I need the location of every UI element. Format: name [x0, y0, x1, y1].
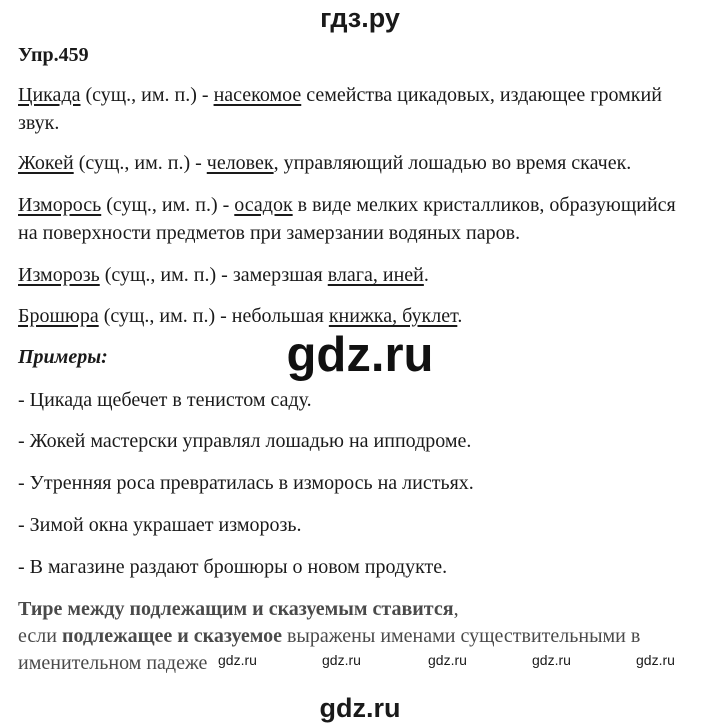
definition-cicada: [18, 82, 662, 108]
hypernym: насекомое: [213, 84, 302, 106]
grammar-note: (сущ., им. п.) -: [98, 305, 232, 327]
rule-line-3: именительном падеже: [18, 652, 208, 674]
site-footer-logo[interactable]: gdz.ru: [319, 693, 401, 723]
hypernym: книжка, буклет: [328, 305, 458, 327]
hypernym: осадок: [234, 194, 293, 216]
example-item: - Зимой окна украшает изморозь.: [18, 514, 302, 536]
rule-bold-term: подлежащее и сказуемое: [61, 625, 282, 647]
rule-comma: ,: [453, 598, 459, 620]
defined-word: Изморось: [18, 194, 102, 216]
example-item: - Жокей мастерски управлял лошадью на ипподроме.: [18, 430, 472, 452]
defined-word: Брошюра: [18, 305, 99, 327]
definition-frost: [18, 262, 429, 288]
definition-drizzle: [18, 192, 676, 218]
hypernym: влага, иней: [327, 264, 424, 286]
mini-watermark: gdz.ru: [532, 652, 571, 668]
definition-jockey: [18, 150, 631, 176]
hypernym: человек: [206, 152, 274, 174]
exercise-title: Упр.459: [18, 44, 89, 66]
rule-line-2: [18, 623, 640, 649]
mini-watermark: gdz.ru: [636, 652, 675, 668]
definition-prefix: замерзшая: [232, 264, 328, 286]
examples-title: Примеры:: [18, 346, 108, 368]
definition-prefix: небольшая: [231, 305, 329, 327]
rule-prefix: если: [18, 625, 62, 647]
defined-word: Цикада: [18, 84, 81, 106]
example-item: - В магазине раздают брошюры о новом продукте.: [18, 556, 448, 578]
grammar-note: (сущ., им. п.) -: [80, 84, 214, 106]
grammar-note: (сущ., им. п.) -: [101, 194, 235, 216]
defined-word: Жокей: [18, 152, 74, 174]
definition-text: .: [457, 305, 463, 327]
definition-cicada-continued: звук.: [18, 112, 60, 134]
definition-text: .: [423, 264, 429, 286]
mini-watermark: gdz.ru: [218, 652, 257, 668]
definition-drizzle-continued: на поверхности предметов при замерзании водяных паров.: [18, 222, 521, 244]
watermark: gdz.ru: [286, 328, 434, 382]
defined-word: Изморозь: [18, 264, 100, 286]
mini-watermark: gdz.ru: [428, 652, 467, 668]
example-item: - Цикада щебечет в тенистом саду.: [18, 389, 312, 411]
grammar-note: (сущ., им. п.) -: [73, 152, 207, 174]
example-item: - Утренняя роса превратилась в изморось на листьях.: [18, 472, 474, 494]
rule-text: выражены именами существительными в: [281, 625, 641, 647]
grammar-note: (сущ., им. п.) -: [99, 264, 233, 286]
rule-bold-text: Тире между подлежащим и сказуемым ставится: [18, 598, 454, 620]
site-header-logo[interactable]: гдз.ру: [320, 3, 400, 33]
definition-text: , управляющий лошадью во время скачек.: [273, 152, 632, 174]
definition-text: в виде мелких кристалликов, образующийся: [292, 194, 676, 216]
definition-text: семейства цикадовых, издающее громкий: [301, 84, 662, 106]
rule-line-1: [18, 596, 459, 622]
mini-watermark: gdz.ru: [322, 652, 361, 668]
